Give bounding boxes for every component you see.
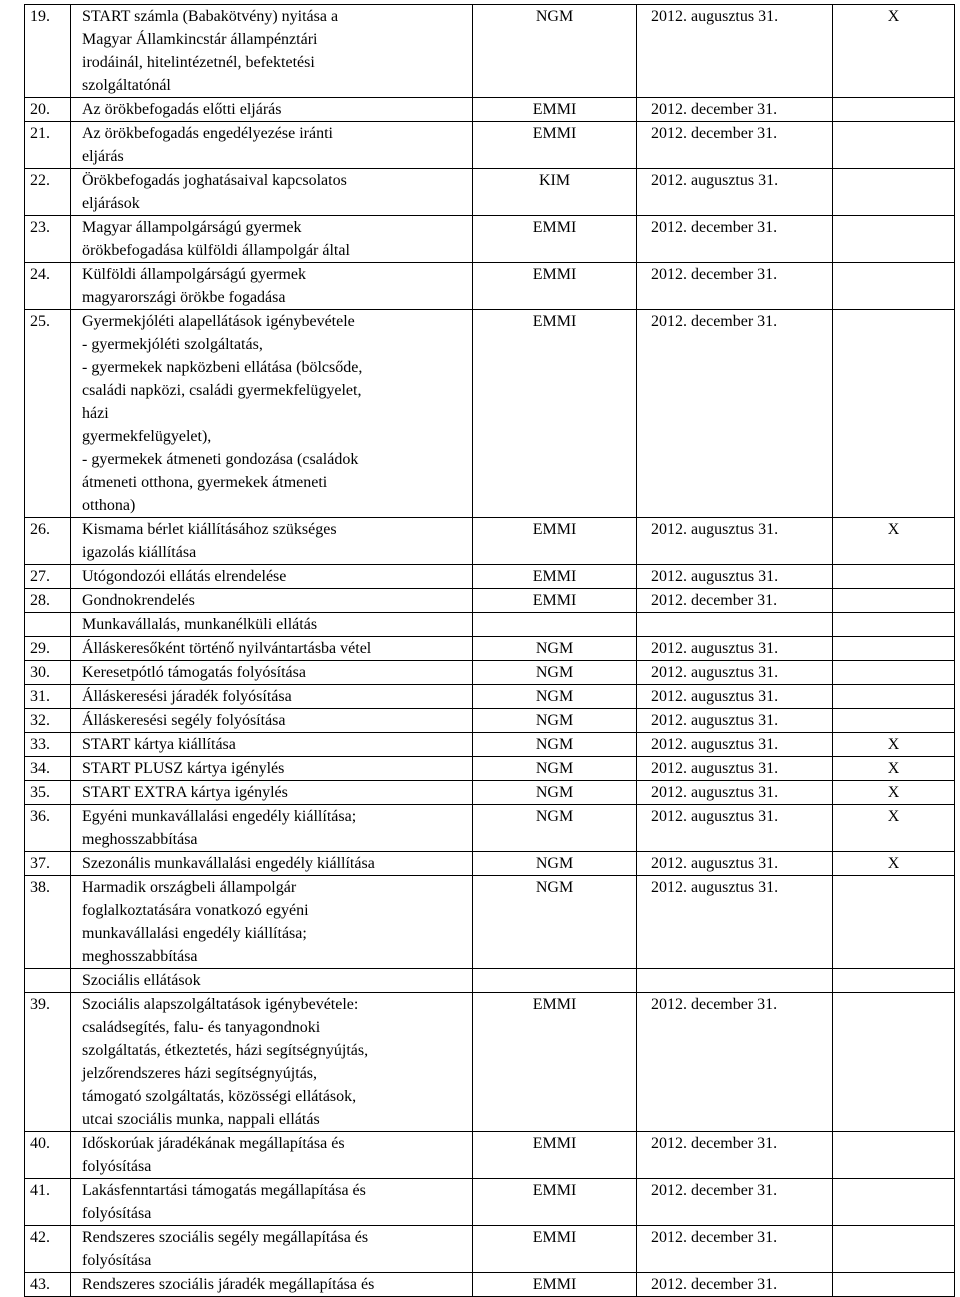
- x-mark: X: [833, 518, 955, 565]
- x-mark: X: [833, 733, 955, 757]
- responsible-agency: EMMI: [473, 993, 637, 1132]
- deadline-date: 2012. augusztus 31.: [637, 852, 833, 876]
- service-description: Szezonális munkavállalási engedély kiállítása: [71, 852, 473, 876]
- x-mark: [833, 565, 955, 589]
- x-mark: [833, 98, 955, 122]
- row-number: 35.: [25, 781, 71, 805]
- deadline-date: 2012. augusztus 31.: [637, 5, 833, 98]
- table-row: [25, 781, 955, 805]
- responsible-agency: NGM: [473, 852, 637, 876]
- service-description: Rendszeres szociális segély megállapítása és folyósítása: [71, 1226, 473, 1273]
- table-row: [25, 1273, 955, 1297]
- service-description: Az örökbefogadás előtti eljárás: [71, 98, 473, 122]
- x-mark: [833, 709, 955, 733]
- responsible-agency: EMMI: [473, 1132, 637, 1179]
- x-mark: [833, 589, 955, 613]
- service-description: Az örökbefogadás engedélyezése iránti eljárás: [71, 122, 473, 169]
- row-number: 19.: [25, 5, 71, 98]
- x-mark: [833, 1273, 955, 1297]
- service-description: Álláskeresőként történő nyilvántartásba vétel: [71, 637, 473, 661]
- deadline-date: 2012. december 31.: [637, 122, 833, 169]
- x-mark: X: [833, 852, 955, 876]
- x-mark: [833, 169, 955, 216]
- responsible-agency: [473, 969, 637, 993]
- table-row: [25, 169, 955, 216]
- table-row: [25, 263, 955, 310]
- table-row: [25, 876, 955, 969]
- deadline-date: 2012. augusztus 31.: [637, 709, 833, 733]
- deadline-date: 2012. augusztus 31.: [637, 661, 833, 685]
- row-number: 30.: [25, 661, 71, 685]
- service-description: Gyermekjóléti alapellátások igénybevétele - gyermekjóléti szolgáltatás, - gyermekek napközbeni ellátása (bölcsőde, családi napközi, családi gyermekfelügyelet, házi gyermekfelügyelet), - gyermekek átmeneti gondozása (családok átmeneti otthona, gyermekek átmeneti otthona): [71, 310, 473, 518]
- deadline-date: 2012. december 31.: [637, 1273, 833, 1297]
- service-description: Kismama bérlet kiállításához szükséges igazolás kiállítása: [71, 518, 473, 565]
- row-number: 22.: [25, 169, 71, 216]
- x-mark: [833, 613, 955, 637]
- deadline-date: 2012. december 31.: [637, 1179, 833, 1226]
- table-row: [25, 589, 955, 613]
- row-number: 40.: [25, 1132, 71, 1179]
- deadline-date: 2012. augusztus 31.: [637, 876, 833, 969]
- table-row: [25, 122, 955, 169]
- deadline-date: 2012. december 31.: [637, 216, 833, 263]
- responsible-agency: EMMI: [473, 1273, 637, 1297]
- table-row: [25, 733, 955, 757]
- responsible-agency: EMMI: [473, 565, 637, 589]
- row-number: 23.: [25, 216, 71, 263]
- responsible-agency: NGM: [473, 757, 637, 781]
- x-mark: X: [833, 757, 955, 781]
- service-description: Rendszeres szociális járadék megállapítása és: [71, 1273, 473, 1297]
- row-number: 28.: [25, 589, 71, 613]
- responsible-agency: EMMI: [473, 518, 637, 565]
- service-description: START számla (Babakötvény) nyitása a Magyar Államkincstár állampénztári irodáinál, hitelintézetnél, befektetési szolgáltatónál: [71, 5, 473, 98]
- service-description: Magyar állampolgárságú gyermek örökbefogadása külföldi állampolgár által: [71, 216, 473, 263]
- table-row: [25, 1226, 955, 1273]
- row-number: 27.: [25, 565, 71, 589]
- responsible-agency: NGM: [473, 661, 637, 685]
- x-mark: [833, 310, 955, 518]
- x-mark: [833, 1226, 955, 1273]
- section-heading: Munkavállalás, munkanélküli ellátás: [71, 613, 473, 637]
- row-number: 38.: [25, 876, 71, 969]
- section-heading-row: [25, 613, 955, 637]
- table-row: [25, 1179, 955, 1226]
- deadline-date: [637, 613, 833, 637]
- service-description: START kártya kiállítása: [71, 733, 473, 757]
- x-mark: [833, 993, 955, 1132]
- deadline-date: 2012. augusztus 31.: [637, 565, 833, 589]
- table-row: [25, 310, 955, 518]
- service-description: START EXTRA kártya igénylés: [71, 781, 473, 805]
- row-number: 21.: [25, 122, 71, 169]
- responsible-agency: EMMI: [473, 589, 637, 613]
- row-number: 42.: [25, 1226, 71, 1273]
- responsible-agency: KIM: [473, 169, 637, 216]
- responsible-agency: EMMI: [473, 310, 637, 518]
- services-table-body: [25, 5, 955, 1297]
- deadline-date: [637, 969, 833, 993]
- table-row: [25, 216, 955, 263]
- x-mark: [833, 685, 955, 709]
- service-description: START PLUSZ kártya igénylés: [71, 757, 473, 781]
- deadline-date: 2012. augusztus 31.: [637, 685, 833, 709]
- table-row: [25, 993, 955, 1132]
- x-mark: [833, 969, 955, 993]
- service-description: Egyéni munkavállalási engedély kiállítása; meghosszabbítása: [71, 805, 473, 852]
- responsible-agency: NGM: [473, 637, 637, 661]
- table-row: [25, 565, 955, 589]
- responsible-agency: NGM: [473, 733, 637, 757]
- x-mark: [833, 637, 955, 661]
- table-row: [25, 637, 955, 661]
- service-description: Lakásfenntartási támogatás megállapítása és folyósítása: [71, 1179, 473, 1226]
- row-number: 25.: [25, 310, 71, 518]
- section-heading: Szociális ellátások: [71, 969, 473, 993]
- row-number: 36.: [25, 805, 71, 852]
- row-number: 34.: [25, 757, 71, 781]
- table-row: [25, 518, 955, 565]
- row-number: 24.: [25, 263, 71, 310]
- service-description: Utógondozói ellátás elrendelése: [71, 565, 473, 589]
- deadline-date: 2012. augusztus 31.: [637, 757, 833, 781]
- deadline-date: 2012. december 31.: [637, 98, 833, 122]
- table-row: [25, 852, 955, 876]
- responsible-agency: NGM: [473, 781, 637, 805]
- x-mark: [833, 661, 955, 685]
- x-mark: [833, 122, 955, 169]
- table-row: [25, 757, 955, 781]
- service-description: Időskorúak járadékának megállapítása és folyósítása: [71, 1132, 473, 1179]
- deadline-date: 2012. augusztus 31.: [637, 518, 833, 565]
- x-mark: [833, 1132, 955, 1179]
- deadline-date: 2012. augusztus 31.: [637, 781, 833, 805]
- x-mark: X: [833, 781, 955, 805]
- x-mark: X: [833, 805, 955, 852]
- deadline-date: 2012. augusztus 31.: [637, 733, 833, 757]
- deadline-date: 2012. december 31.: [637, 589, 833, 613]
- responsible-agency: NGM: [473, 709, 637, 733]
- x-mark: [833, 876, 955, 969]
- service-description: Harmadik országbeli állampolgár foglalkoztatására vonatkozó egyéni munkavállalási engedély kiállítása; meghosszabbítása: [71, 876, 473, 969]
- row-number: 41.: [25, 1179, 71, 1226]
- responsible-agency: EMMI: [473, 263, 637, 310]
- row-number: [25, 969, 71, 993]
- responsible-agency: NGM: [473, 685, 637, 709]
- service-description: Szociális alapszolgáltatások igénybevétele: családsegítés, falu- és tanyagondnoki szolgáltatás, étkeztetés, házi segítségnyújtás, jelzőrendszeres házi segítségnyújtás, támogató szolgáltatás, közösségi ellátások, utcai szociális munka, nappali ellátás: [71, 993, 473, 1132]
- responsible-agency: NGM: [473, 805, 637, 852]
- service-description: Örökbefogadás joghatásaival kapcsolatos eljárások: [71, 169, 473, 216]
- responsible-agency: [473, 613, 637, 637]
- deadline-date: 2012. augusztus 31.: [637, 805, 833, 852]
- service-description: Gondnokrendelés: [71, 589, 473, 613]
- deadline-date: 2012. december 31.: [637, 310, 833, 518]
- responsible-agency: EMMI: [473, 1226, 637, 1273]
- service-description: Keresetpótló támogatás folyósítása: [71, 661, 473, 685]
- table-row: [25, 1132, 955, 1179]
- responsible-agency: EMMI: [473, 122, 637, 169]
- row-number: 31.: [25, 685, 71, 709]
- x-mark: [833, 263, 955, 310]
- service-description: Álláskeresési segély folyósítása: [71, 709, 473, 733]
- deadline-date: 2012. december 31.: [637, 993, 833, 1132]
- responsible-agency: EMMI: [473, 1179, 637, 1226]
- row-number: 37.: [25, 852, 71, 876]
- deadline-date: 2012. augusztus 31.: [637, 169, 833, 216]
- row-number: 33.: [25, 733, 71, 757]
- x-mark: [833, 216, 955, 263]
- row-number: 26.: [25, 518, 71, 565]
- responsible-agency: EMMI: [473, 98, 637, 122]
- deadline-date: 2012. december 31.: [637, 1132, 833, 1179]
- responsible-agency: NGM: [473, 876, 637, 969]
- table-row: [25, 98, 955, 122]
- row-number: [25, 613, 71, 637]
- table-row: [25, 805, 955, 852]
- service-description: Álláskeresési járadék folyósítása: [71, 685, 473, 709]
- table-row: [25, 661, 955, 685]
- x-mark: X: [833, 5, 955, 98]
- table-row: [25, 709, 955, 733]
- service-description: Külföldi állampolgárságú gyermek magyarországi örökbe fogadása: [71, 263, 473, 310]
- table-row: [25, 685, 955, 709]
- row-number: 32.: [25, 709, 71, 733]
- services-table: [24, 4, 955, 1297]
- section-heading-row: [25, 969, 955, 993]
- row-number: 29.: [25, 637, 71, 661]
- deadline-date: 2012. augusztus 31.: [637, 637, 833, 661]
- deadline-date: 2012. december 31.: [637, 263, 833, 310]
- deadline-date: 2012. december 31.: [637, 1226, 833, 1273]
- row-number: 43.: [25, 1273, 71, 1297]
- x-mark: [833, 1179, 955, 1226]
- responsible-agency: EMMI: [473, 216, 637, 263]
- table-row: [25, 5, 955, 98]
- row-number: 20.: [25, 98, 71, 122]
- row-number: 39.: [25, 993, 71, 1132]
- responsible-agency: NGM: [473, 5, 637, 98]
